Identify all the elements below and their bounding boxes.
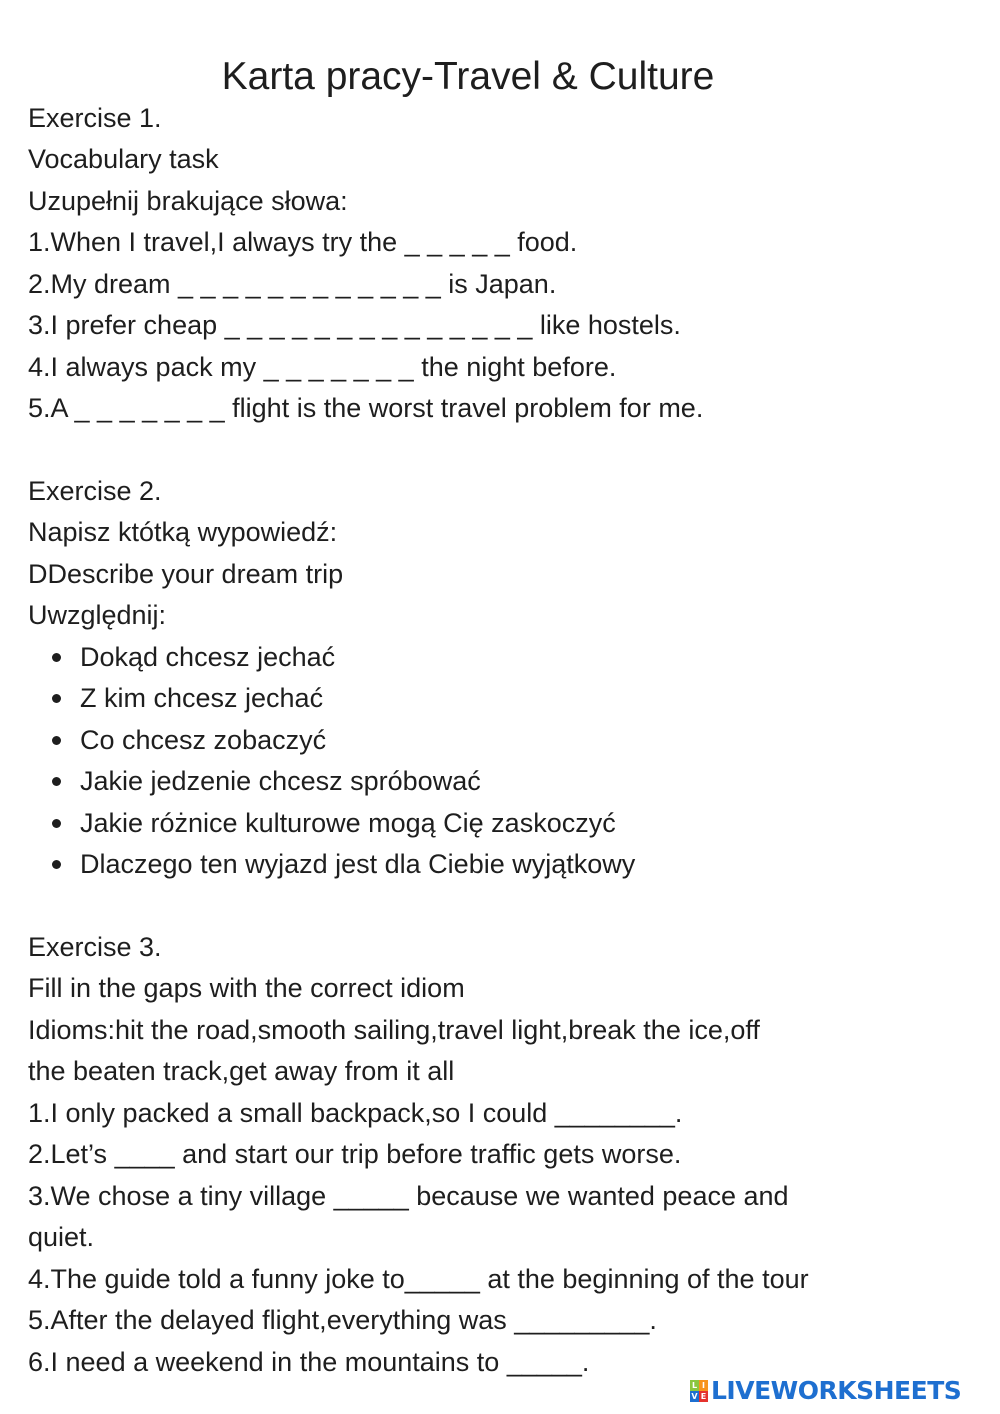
exercise2-instruction: Napisz któtką wypowiedź: <box>28 517 338 547</box>
exercise1-item: 3.I prefer cheap _ _ _ _ _ _ _ _ _ _ _ _ _ _ like hostels. <box>28 310 681 340</box>
exercise3-item: 2.Let’s ____ and start our trip before traffic gets worse. <box>28 1139 682 1169</box>
liveworksheets-logo-badge <box>690 1380 708 1402</box>
exercise1-item: 2.My dream _ _ _ _ _ _ _ _ _ _ _ _ is Japan. <box>28 269 557 299</box>
exercise3-item: 1.I only packed a small backpack,so I could ________. <box>28 1098 683 1128</box>
exercise3-heading: Exercise 3. <box>28 932 162 962</box>
bullet-dot <box>52 653 61 662</box>
exercise1-instruction: Uzupełnij brakujące słowa: <box>28 186 348 216</box>
exercise3-idioms-line: the beaten track,get away from it all <box>28 1056 455 1086</box>
bullet-dot <box>52 736 61 745</box>
exercise1-subheading: Vocabulary task <box>28 144 219 174</box>
bullet-item: Dokąd chcesz jechać <box>80 642 336 672</box>
exercise1-item: 4.I always pack my _ _ _ _ _ _ _ the night before. <box>28 352 617 382</box>
bullet-item: Z kim chcesz jechać <box>80 683 324 713</box>
exercise2-task: DDescribe your dream trip <box>28 559 344 589</box>
bullet-dot <box>52 777 61 786</box>
bullet-dot <box>52 694 61 703</box>
liveworksheets-logo-text: LIVEWORKSHEETS <box>711 1376 962 1405</box>
exercise3-item: 3.We chose a tiny village _____ because we wanted peace and <box>28 1181 789 1211</box>
bullet-item: Co chcesz zobaczyć <box>80 725 327 755</box>
exercise3-item: 6.I need a weekend in the mountains to _____. <box>28 1347 590 1377</box>
exercise3-idioms-line: Idioms:hit the road,smooth sailing,travel light,break the ice,off <box>28 1015 760 1045</box>
exercise3-instruction: Fill in the gaps with the correct idiom <box>28 973 465 1003</box>
logo-badge-letter: E <box>700 1392 707 1401</box>
liveworksheets-logo <box>690 1376 961 1406</box>
exercise3-item: 5.After the delayed flight,everything was _________. <box>28 1305 657 1335</box>
logo-badge-letter: I <box>699 1380 708 1391</box>
exercise1-item: 1.When I travel,I always try the _ _ _ _ _ food. <box>28 227 578 257</box>
bullet-dot <box>52 860 61 869</box>
exercise1-item: 5.A _ _ _ _ _ _ _ flight is the worst travel problem for me. <box>28 393 704 423</box>
logo-badge-letter: L <box>691 1381 698 1390</box>
exercise3-item: 4.The guide told a funny joke to_____ at the beginning of the tour <box>28 1264 809 1294</box>
exercise3-item-continuation: quiet. <box>28 1222 95 1252</box>
worksheet-title: Karta pracy-Travel & Culture <box>221 55 715 98</box>
bullet-item: Dlaczego ten wyjazd jest dla Ciebie wyjątkowy <box>80 849 636 879</box>
bullet-dot <box>52 819 61 828</box>
logo-badge-letter: V <box>691 1392 698 1401</box>
bullet-item: Jakie jedzenie chcesz spróbować <box>80 766 481 796</box>
exercise2-include-label: Uwzględnij: <box>28 600 167 630</box>
exercise2-heading: Exercise 2. <box>28 476 162 506</box>
exercise1-heading: Exercise 1. <box>28 103 162 133</box>
bullet-item: Jakie różnice kulturowe mogą Cię zaskoczyć <box>80 808 616 838</box>
